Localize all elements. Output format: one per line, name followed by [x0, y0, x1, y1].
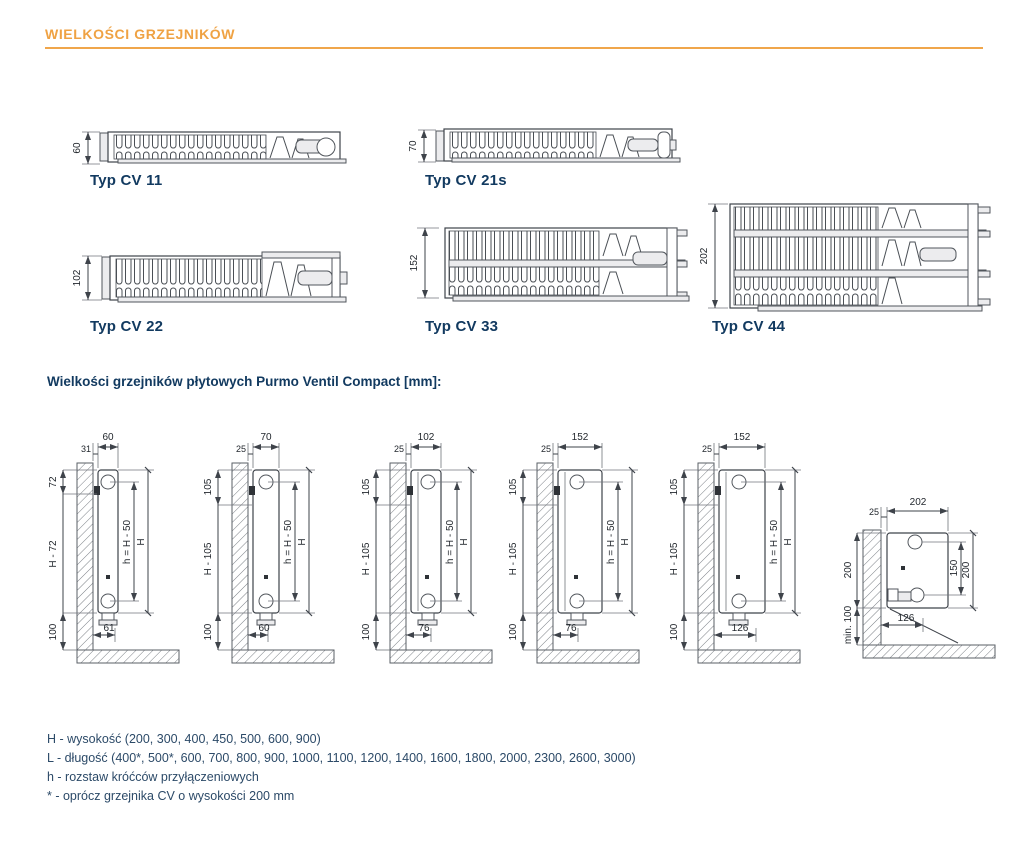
legend-line-asterisk: * - oprócz grzejnika CV o wysokości 200 mm [47, 789, 295, 803]
radiator-section [407, 470, 441, 625]
radiator-section [887, 533, 958, 643]
cv11-label: Typ CV 11 [90, 172, 163, 189]
bottom-width: 126 [897, 613, 915, 624]
top-offset: 25 [235, 444, 246, 454]
cv11-cross-section [47, 425, 207, 665]
legend [47, 730, 636, 806]
top-offset: 25 [701, 444, 712, 454]
radiator-section [249, 470, 279, 625]
bottom-dim [93, 623, 115, 642]
cv21s-label: Typ CV 21s [425, 172, 507, 189]
top-dims [869, 497, 948, 531]
top-width: 70 [260, 432, 272, 443]
left-top: 72 [48, 476, 59, 488]
cv44-top-view [698, 194, 1013, 316]
cv44-depth-label: 202 [699, 247, 710, 265]
inner-h: h = H - 50 [769, 519, 780, 565]
left-bottom: min. 100 [843, 605, 854, 645]
cv22-label: Typ CV 22 [90, 318, 164, 335]
right-outer: 200 [961, 561, 972, 579]
top-width: 152 [571, 432, 589, 443]
cv44-label: Typ CV 44 [712, 318, 786, 335]
cv44-low-cross-section [840, 453, 1025, 668]
cv33-depth-label: 152 [409, 254, 420, 272]
bottom-width: 60 [258, 623, 270, 634]
page-title: WIELKOŚCI GRZEJNIKÓW [45, 26, 236, 42]
title-rule [45, 47, 983, 49]
left-bottom: 100 [508, 623, 519, 641]
bottom-width: 61 [103, 623, 115, 634]
radiator-section [715, 470, 765, 625]
cv11-depth-dim [72, 132, 100, 164]
top-offset: 31 [80, 444, 91, 454]
cv22-cross-section [360, 425, 520, 665]
left-mid: H - 105 [361, 542, 372, 576]
cv44-cross-section [668, 425, 828, 665]
cv33-top-view [403, 220, 713, 310]
cv21s-top-view [406, 124, 706, 170]
left-top: 105 [508, 478, 519, 496]
bottom-width: 76 [418, 623, 430, 634]
cv33-radiator-body [445, 228, 689, 301]
left-bottom: 100 [361, 623, 372, 641]
cv22-top-view [70, 248, 375, 310]
legend-line-H: H - wysokość (200, 300, 400, 450, 500, 600, 900) [47, 732, 321, 746]
cv21s-cross-section [202, 425, 362, 665]
bottom-dim [406, 623, 431, 642]
top-width: 102 [417, 432, 435, 443]
legend-line-L: L - długość (400*, 500*, 600, 700, 800, 900, 1000, 1100, 1200, 1400, 1600, 1800, 2000, 2300, 2600, 3000) [47, 751, 636, 765]
cv21s-depth-dim [408, 130, 436, 162]
cv22-depth-dim [72, 256, 102, 300]
left-bottom: 100 [203, 623, 214, 641]
radiator-section [94, 470, 118, 625]
left-top: 200 [843, 561, 854, 579]
top-offset: 25 [393, 444, 404, 454]
left-mid: H - 105 [508, 542, 519, 576]
bottom-width: 126 [731, 623, 749, 634]
top-offset: 25 [540, 444, 551, 454]
top-width: 60 [102, 432, 114, 443]
inner-H: H [459, 538, 470, 546]
legend-line-h: h - rozstaw króćców przyłączeniowych [47, 770, 259, 784]
cv11-depth-label: 60 [72, 142, 83, 154]
cv22-radiator-body [102, 252, 347, 302]
right-inner: 150 [949, 559, 960, 577]
cv33-cross-section [507, 425, 667, 665]
cv33-depth-dim [409, 228, 439, 298]
cv11-radiator-body [100, 132, 346, 163]
cv21s-radiator-body [436, 129, 680, 162]
bottom-dim [714, 623, 756, 642]
inner-h: h = H - 50 [122, 519, 133, 565]
inner-h: h = H - 50 [283, 519, 294, 565]
inner-H: H [297, 538, 308, 546]
top-offset: 25 [868, 507, 879, 517]
cv33-label: Typ CV 33 [425, 318, 499, 335]
cv21s-depth-label: 70 [408, 140, 419, 152]
section-subtitle: Wielkości grzejników płytowych Purmo Ventil Compact [mm]: [47, 374, 442, 389]
bottom-width: 76 [565, 623, 577, 634]
left-bottom: 100 [669, 623, 680, 641]
left-mid: H - 105 [669, 542, 680, 576]
left-mid: H - 105 [203, 542, 214, 576]
cv44-depth-dim [699, 204, 728, 308]
left-mid: H - 72 [48, 540, 59, 568]
cv11-top-view [70, 126, 365, 170]
bottom-dim [248, 623, 270, 642]
inner-H: H [783, 538, 794, 546]
inner-H: H [620, 538, 631, 546]
inner-h: h = H - 50 [445, 519, 456, 565]
inner-h: h = H - 50 [606, 519, 617, 565]
top-width: 202 [909, 497, 927, 508]
left-top: 105 [203, 478, 214, 496]
bottom-dim [553, 623, 578, 642]
left-bottom: 100 [48, 623, 59, 641]
cv44-radiator-body [730, 204, 990, 311]
left-top: 105 [669, 478, 680, 496]
left-top: 105 [361, 478, 372, 496]
inner-H: H [136, 538, 147, 546]
radiator-section [554, 470, 602, 625]
top-width: 152 [733, 432, 751, 443]
cv22-depth-label: 102 [72, 269, 83, 287]
